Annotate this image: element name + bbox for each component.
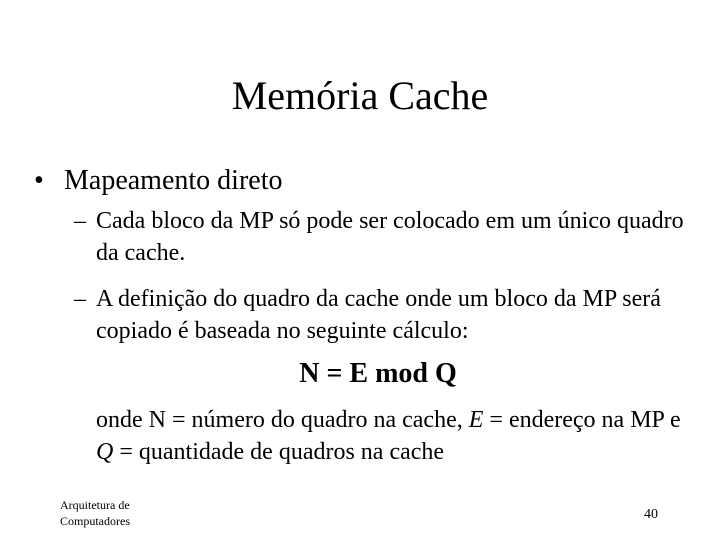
note-variable-e: E bbox=[468, 407, 484, 433]
sub-item-marker: – bbox=[74, 208, 86, 234]
sub-item-text: A definição do quadro da cache onde um bloco da MP será copiado é baseada no seguinte cálculo: bbox=[96, 286, 661, 344]
formula-note bbox=[96, 404, 696, 468]
bullet-marker: • bbox=[34, 165, 44, 196]
main-bullet-text: Mapeamento direto bbox=[64, 165, 283, 196]
note-text: onde N = número do quadro na cache, bbox=[96, 407, 469, 433]
sub-item-text: Cada bloco da MP só pode ser colocado em um único quadro da cache. bbox=[96, 208, 684, 266]
sub-item-marker: – bbox=[74, 286, 86, 312]
note-text: = endereço na MP e bbox=[483, 407, 681, 433]
note-text: = quantidade de quadros na cache bbox=[113, 439, 445, 465]
note-variable-q: Q bbox=[96, 439, 114, 465]
footer-line: Arquitetura de bbox=[60, 498, 130, 512]
sub-item-2 bbox=[74, 283, 694, 347]
page-number: 40 bbox=[644, 507, 658, 522]
slide-title: Memória Cache bbox=[231, 73, 489, 118]
formula: N = E mod Q bbox=[299, 358, 457, 389]
footer-line: Computadores bbox=[60, 514, 130, 528]
sub-item-1 bbox=[74, 205, 694, 269]
footer-course bbox=[60, 497, 130, 529]
main-bullet bbox=[34, 164, 282, 198]
